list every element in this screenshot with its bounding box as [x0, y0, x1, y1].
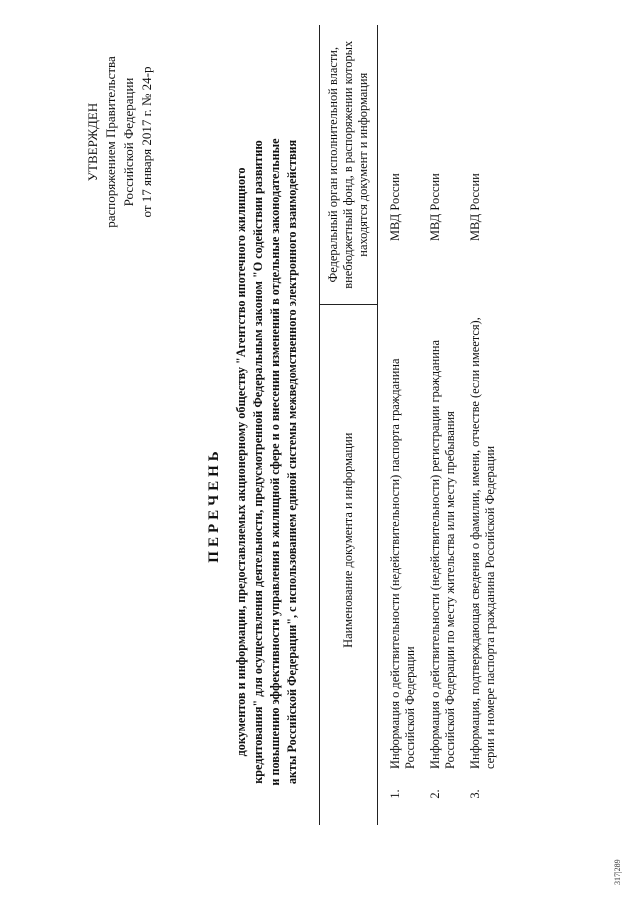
row-number: 1. [388, 789, 402, 799]
page-footer-code: 317|289 [613, 859, 622, 885]
document-subtitle [233, 117, 301, 807]
row-number: 2. [428, 789, 442, 799]
row-number: 3. [468, 789, 482, 799]
subtitle-line-1: документов и информации, предоставляемых акционерному обществу "Агентство ипотечного жилищного [234, 167, 248, 757]
approval-line-2: Российской Федерации [121, 77, 136, 207]
row-authority: МВД России [468, 173, 482, 241]
documents-table [319, 25, 502, 825]
row-authority: МВД России [428, 173, 442, 241]
row-authority: МВД России [388, 173, 402, 241]
subtitle-line-4: акты Российской Федерации", с использованием единой системы межведомственного электронного взаимодействия [285, 139, 299, 785]
approval-line-1: распоряжением Правительства [103, 56, 118, 228]
approval-line-3: от 17 января 2017 г. № 24-р [139, 66, 154, 218]
header-authority: Федеральный орган исполнительной власти, внебюджетный фонд, в распоряжении которых находятся документ и информация [320, 25, 378, 305]
document-title: ПЕРЕЧЕНЬ [206, 447, 222, 563]
row-document-name: Информация о действительности (недействительности) паспорта гражданина Российской Федерации [388, 358, 417, 769]
row-document-name: Информация, подтверждающая сведения о фамилии, имени, отчестве (если имеется), серии и номере паспорта гражданина Российской Федерации [468, 317, 497, 769]
header-document-name: Наименование документа и информации [320, 305, 378, 775]
table-row [462, 25, 502, 825]
table-row [422, 25, 462, 825]
table-row [378, 25, 423, 825]
approval-stamp [84, 42, 156, 242]
header-number [320, 775, 378, 825]
approval-status: УТВЕРЖДЕН [85, 102, 100, 182]
subtitle-line-3: и повышению эффективности управления в жилищной сфере и о внесении изменений в отдельные законодательные [268, 138, 282, 786]
row-document-name: Информация о действительности (недействительности) регистрации гражданина Российской Федерации по месту жительства или месту пребывания [428, 339, 457, 769]
table-header-row [320, 25, 378, 825]
subtitle-line-2: кредитования" для осуществления деятельности, предусмотренной Федеральным законом "О содействии развитию [251, 140, 265, 784]
